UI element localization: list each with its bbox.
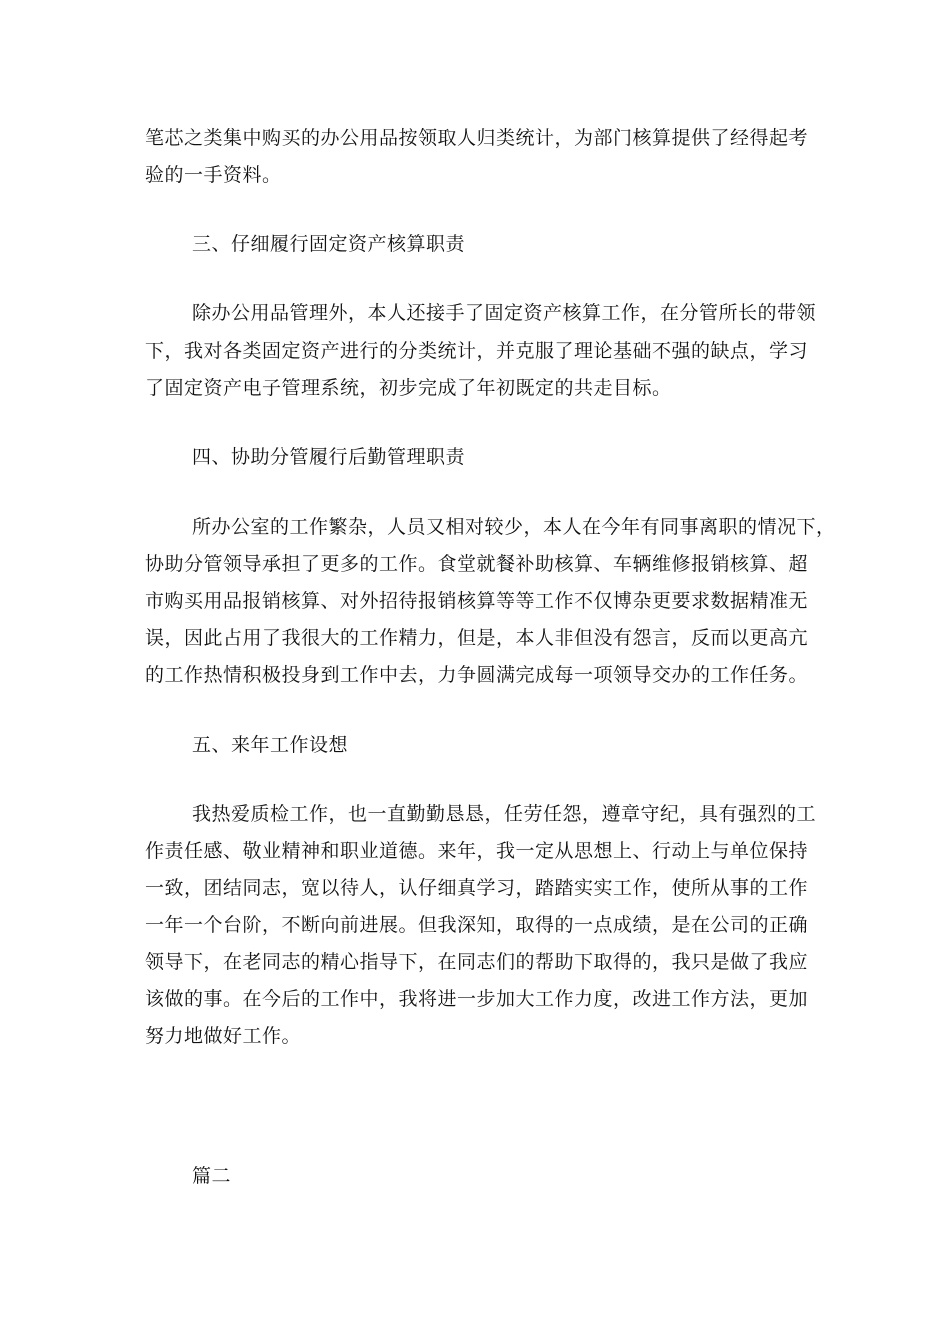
- paragraph-line: 市购买用品报销核算、对外招待报销核算等等工作不仅博杂更要求数据精准无: [145, 590, 809, 612]
- paragraph-line: 该做的事。在今后的工作中，我将进一步加大工作力度，改进工作方法，更加: [145, 988, 809, 1010]
- paragraph-line: 一年一个台阶，不断向前进展。但我深知，取得的一点成绩，是在公司的正确: [145, 914, 809, 936]
- paragraph-line: 所办公室的工作繁杂，人员又相对较少，本人在今年有同事离职的情况下，: [192, 516, 836, 538]
- paragraph-line: 我热爱质检工作，也一直勤勤恳恳，任劳任怨，遵章守纪，具有强烈的工: [192, 803, 817, 825]
- paragraph-line: 协助分管领导承担了更多的工作。食堂就餐补助核算、车辆维修报销核算、超: [145, 553, 809, 575]
- part-heading: 篇二: [192, 1165, 232, 1187]
- paragraph-line: 了固定资产电子管理系统，初步完成了年初既定的共走目标。: [145, 377, 672, 399]
- paragraph-line: 一致，团结同志，宽以待人，认仔细真学习，踏踏实实工作，使所从事的工作: [145, 877, 809, 899]
- paragraph-line: 笔芯之类集中购买的办公用品按领取人归类统计，为部门核算提供了经得起考: [145, 127, 809, 149]
- paragraph-line: 除办公用品管理外，本人还接手了固定资产核算工作，在分管所长的带领: [192, 302, 817, 324]
- paragraph-line: 的工作热情积极投身到工作中去，力争圆满完成每一项领导交办的工作任务。: [145, 664, 809, 686]
- section-heading-3: 三、仔细履行固定资产核算职责: [192, 233, 466, 255]
- paragraph-line: 努力地做好工作。: [145, 1025, 302, 1047]
- paragraph-line: 下，我对各类固定资产进行的分类统计，并克服了理论基础不强的缺点，学习: [145, 340, 809, 362]
- section-heading-4: 四、协助分管履行后勤管理职责: [192, 446, 466, 468]
- paragraph-line: 领导下，在老同志的精心指导下，在同志们的帮助下取得的，我只是做了我应: [145, 951, 809, 973]
- paragraph-line: 误，因此占用了我很大的工作精力，但是，本人非但没有怨言，反而以更高亢: [145, 627, 809, 649]
- section-heading-5: 五、来年工作设想: [192, 734, 349, 756]
- paragraph-line: 作责任感、敬业精神和职业道德。来年，我一定从思想上、行动上与单位保持: [145, 840, 809, 862]
- paragraph-line: 验的一手资料。: [145, 164, 282, 186]
